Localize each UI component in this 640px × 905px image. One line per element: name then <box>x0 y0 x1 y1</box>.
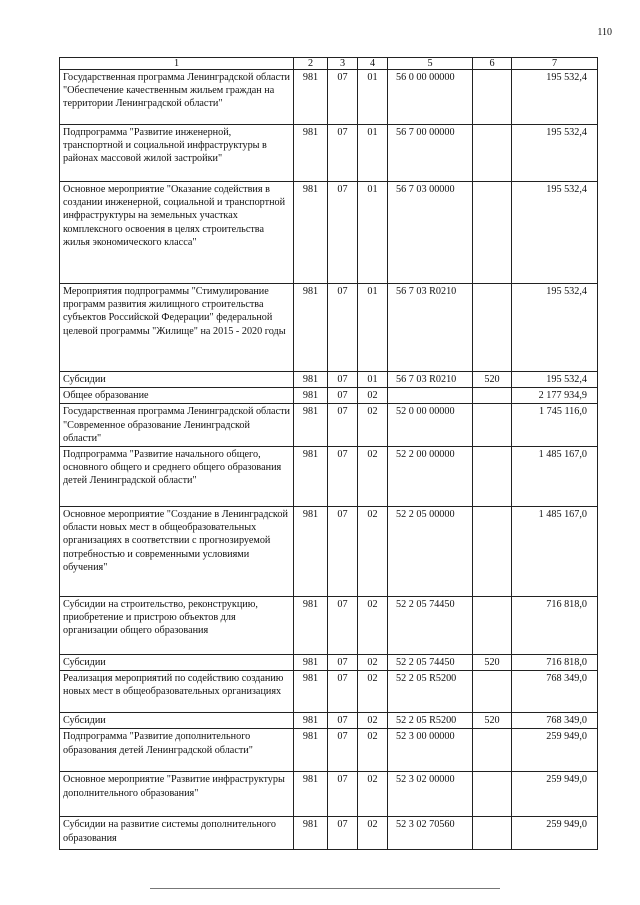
subsection-code-cell: 02 <box>358 447 388 507</box>
section-code-cell: 07 <box>328 671 358 713</box>
grbs-code-cell: 981 <box>294 817 328 850</box>
grbs-code-cell: 981 <box>294 447 328 507</box>
expense-type-cell <box>473 447 512 507</box>
amount-cell: 1 485 167,0 <box>512 447 598 507</box>
row-name-cell: Субсидии на развитие системы дополнительного образования <box>60 817 294 850</box>
section-code-cell: 07 <box>328 388 358 404</box>
page-number: 110 <box>597 27 612 38</box>
target-article-cell: 52 3 02 00000 <box>388 772 473 817</box>
grbs-code-cell: 981 <box>294 182 328 284</box>
section-code-cell: 07 <box>328 70 358 125</box>
table-row <box>60 388 598 404</box>
expense-type-cell <box>473 70 512 125</box>
amount-cell: 768 349,0 <box>512 671 598 713</box>
section-code-cell: 07 <box>328 372 358 388</box>
budget-table <box>59 57 598 850</box>
subsection-code-cell: 01 <box>358 125 388 182</box>
page-bottom-divider <box>150 888 500 889</box>
amount-cell: 195 532,4 <box>512 182 598 284</box>
subsection-code-cell: 02 <box>358 507 388 597</box>
expense-type-cell: 520 <box>473 713 512 729</box>
amount-cell: 1 745 116,0 <box>512 404 598 447</box>
grbs-code-cell: 981 <box>294 729 328 772</box>
table-row <box>60 447 598 507</box>
grbs-code-cell: 981 <box>294 507 328 597</box>
grbs-code-cell: 981 <box>294 125 328 182</box>
grbs-code-cell: 981 <box>294 772 328 817</box>
expense-type-cell <box>473 507 512 597</box>
subsection-code-cell: 02 <box>358 597 388 655</box>
row-name-cell: Государственная программа Ленинградской области "Современное образование Ленинградской области" <box>60 404 294 447</box>
row-name-cell: Мероприятия подпрограммы "Стимулирование программ развития жилищного строительства субъектов Российской Федерации" федеральной целевой программы "Жилище" на 2015 - 2020 годы <box>60 284 294 372</box>
subsection-code-cell: 02 <box>358 404 388 447</box>
section-code-cell: 07 <box>328 729 358 772</box>
row-name-cell: Реализация мероприятий по содействию созданию новых мест в общеобразовательных организациях <box>60 671 294 713</box>
subsection-code-cell: 01 <box>358 70 388 125</box>
section-code-cell: 07 <box>328 284 358 372</box>
target-article-cell: 52 2 05 R5200 <box>388 671 473 713</box>
subsection-code-cell: 02 <box>358 671 388 713</box>
expense-type-cell <box>473 284 512 372</box>
subsection-code-cell: 02 <box>358 388 388 404</box>
section-code-cell: 07 <box>328 447 358 507</box>
target-article-cell: 56 0 00 00000 <box>388 70 473 125</box>
table-row <box>60 671 598 713</box>
target-article-cell: 52 3 00 00000 <box>388 729 473 772</box>
target-article-cell: 56 7 03 R0210 <box>388 372 473 388</box>
column-header: 1 <box>60 58 294 70</box>
row-name-cell: Подпрограмма "Развитие инженерной, транспортной и социальной инфраструктуры в районах массовой жилой застройки" <box>60 125 294 182</box>
subsection-code-cell: 01 <box>358 182 388 284</box>
table-row <box>60 404 598 447</box>
subsection-code-cell: 02 <box>358 817 388 850</box>
target-article-cell: 52 2 00 00000 <box>388 447 473 507</box>
subsection-code-cell: 02 <box>358 713 388 729</box>
section-code-cell: 07 <box>328 125 358 182</box>
section-code-cell: 07 <box>328 182 358 284</box>
table-row <box>60 125 598 182</box>
section-code-cell: 07 <box>328 713 358 729</box>
section-code-cell: 07 <box>328 772 358 817</box>
column-number-row <box>60 58 598 70</box>
amount-cell: 259 949,0 <box>512 772 598 817</box>
row-name-cell: Основное мероприятие "Развитие инфраструктуры дополнительного образования" <box>60 772 294 817</box>
expense-type-cell <box>473 404 512 447</box>
table-row <box>60 70 598 125</box>
grbs-code-cell: 981 <box>294 655 328 671</box>
column-header: 7 <box>512 58 598 70</box>
row-name-cell: Субсидии <box>60 713 294 729</box>
column-header: 3 <box>328 58 358 70</box>
column-header: 4 <box>358 58 388 70</box>
amount-cell: 195 532,4 <box>512 372 598 388</box>
section-code-cell: 07 <box>328 817 358 850</box>
expense-type-cell: 520 <box>473 655 512 671</box>
amount-cell: 2 177 934,9 <box>512 388 598 404</box>
grbs-code-cell: 981 <box>294 70 328 125</box>
expense-type-cell: 520 <box>473 372 512 388</box>
table-row <box>60 182 598 284</box>
expense-type-cell <box>473 182 512 284</box>
subsection-code-cell: 01 <box>358 372 388 388</box>
target-article-cell: 52 2 05 R5200 <box>388 713 473 729</box>
row-name-cell: Общее образование <box>60 388 294 404</box>
column-header: 6 <box>473 58 512 70</box>
grbs-code-cell: 981 <box>294 404 328 447</box>
amount-cell: 195 532,4 <box>512 284 598 372</box>
table-row <box>60 817 598 850</box>
target-article-cell: 56 7 03 R0210 <box>388 284 473 372</box>
grbs-code-cell: 981 <box>294 388 328 404</box>
row-name-cell: Субсидии на строительство, реконструкцию, приобретение и пристрою объектов для организации общего образования <box>60 597 294 655</box>
section-code-cell: 07 <box>328 507 358 597</box>
table-row <box>60 772 598 817</box>
subsection-code-cell: 01 <box>358 284 388 372</box>
grbs-code-cell: 981 <box>294 372 328 388</box>
grbs-code-cell: 981 <box>294 597 328 655</box>
table-row <box>60 597 598 655</box>
row-name-cell: Субсидии <box>60 655 294 671</box>
target-article-cell: 52 2 05 74450 <box>388 655 473 671</box>
table-row <box>60 507 598 597</box>
grbs-code-cell: 981 <box>294 713 328 729</box>
table-row <box>60 284 598 372</box>
target-article-cell: 52 2 05 74450 <box>388 597 473 655</box>
row-name-cell: Государственная программа Ленинградской области "Обеспечение качественным жильем граждан на территории Ленинградской области" <box>60 70 294 125</box>
amount-cell: 259 949,0 <box>512 729 598 772</box>
grbs-code-cell: 981 <box>294 671 328 713</box>
amount-cell: 768 349,0 <box>512 713 598 729</box>
expense-type-cell <box>473 125 512 182</box>
expense-type-cell <box>473 671 512 713</box>
subsection-code-cell: 02 <box>358 729 388 772</box>
row-name-cell: Подпрограмма "Развитие дополнительного образования детей Ленинградской области" <box>60 729 294 772</box>
target-article-cell: 52 3 02 70560 <box>388 817 473 850</box>
row-name-cell: Основное мероприятие "Создание в Ленинградской области новых мест в общеобразовательных организациях в соответствии с прогнозируемой потребностью и современными условиями обучения" <box>60 507 294 597</box>
row-name-cell: Основное мероприятие "Оказание содействия в создании инженерной, социальной и транспортной инфраструктуры на земельных участках комплексного освоения в целях строительства жилья экономического класса" <box>60 182 294 284</box>
target-article-cell: 52 2 05 00000 <box>388 507 473 597</box>
expense-type-cell <box>473 772 512 817</box>
table-row <box>60 713 598 729</box>
target-article-cell: 56 7 03 00000 <box>388 182 473 284</box>
expense-type-cell <box>473 388 512 404</box>
subsection-code-cell: 02 <box>358 655 388 671</box>
amount-cell: 259 949,0 <box>512 817 598 850</box>
amount-cell: 716 818,0 <box>512 597 598 655</box>
grbs-code-cell: 981 <box>294 284 328 372</box>
subsection-code-cell: 02 <box>358 772 388 817</box>
table-row <box>60 729 598 772</box>
table-row <box>60 372 598 388</box>
amount-cell: 195 532,4 <box>512 70 598 125</box>
amount-cell: 195 532,4 <box>512 125 598 182</box>
section-code-cell: 07 <box>328 404 358 447</box>
target-article-cell <box>388 388 473 404</box>
section-code-cell: 07 <box>328 597 358 655</box>
expense-type-cell <box>473 817 512 850</box>
amount-cell: 1 485 167,0 <box>512 507 598 597</box>
expense-type-cell <box>473 729 512 772</box>
expense-type-cell <box>473 597 512 655</box>
row-name-cell: Субсидии <box>60 372 294 388</box>
section-code-cell: 07 <box>328 655 358 671</box>
target-article-cell: 52 0 00 00000 <box>388 404 473 447</box>
target-article-cell: 56 7 00 00000 <box>388 125 473 182</box>
column-header: 2 <box>294 58 328 70</box>
row-name-cell: Подпрограмма "Развитие начального общего, основного общего и среднего общего образования детей Ленинградской области" <box>60 447 294 507</box>
column-header: 5 <box>388 58 473 70</box>
amount-cell: 716 818,0 <box>512 655 598 671</box>
table-row <box>60 655 598 671</box>
